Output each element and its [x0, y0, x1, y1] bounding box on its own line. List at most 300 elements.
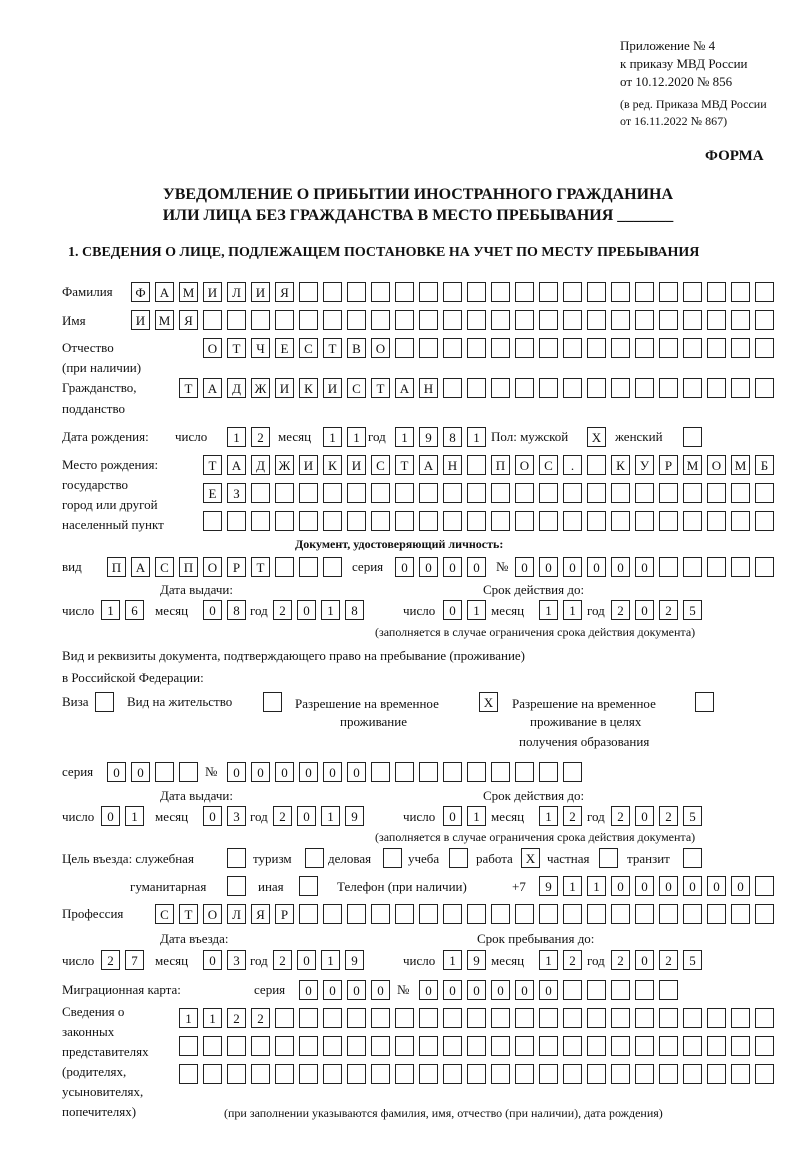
char-cell[interactable]	[515, 310, 534, 330]
char-cell[interactable]	[755, 1036, 774, 1056]
char-cell[interactable]	[611, 904, 630, 924]
char-cell[interactable]: Ф	[131, 282, 150, 302]
char-cell[interactable]: 2	[273, 600, 292, 620]
char-cell[interactable]: Т	[371, 378, 390, 398]
char-cell[interactable]	[323, 511, 342, 531]
char-cell[interactable]	[659, 483, 678, 503]
char-cell[interactable]	[755, 904, 774, 924]
char-cell[interactable]: 1	[321, 600, 340, 620]
char-cell[interactable]	[683, 904, 702, 924]
char-cell[interactable]: 0	[419, 980, 438, 1000]
char-cell[interactable]	[395, 1008, 414, 1028]
char-cell[interactable]: 0	[203, 806, 222, 826]
char-cell[interactable]	[299, 282, 318, 302]
char-cell[interactable]: 1	[321, 950, 340, 970]
char-cell[interactable]	[659, 511, 678, 531]
char-cell[interactable]: 0	[467, 980, 486, 1000]
char-cell[interactable]: П	[179, 557, 198, 577]
char-cell[interactable]	[323, 282, 342, 302]
char-cell[interactable]: 1	[539, 806, 558, 826]
char-cell[interactable]	[563, 310, 582, 330]
char-cell[interactable]: 2	[101, 950, 120, 970]
char-cell[interactable]: Ч	[251, 338, 270, 358]
char-cell[interactable]	[179, 1064, 198, 1084]
char-cell[interactable]: 2	[659, 600, 678, 620]
char-cell[interactable]: 2	[563, 806, 582, 826]
char-cell[interactable]	[731, 557, 750, 577]
char-cell[interactable]: С	[347, 378, 366, 398]
char-cell[interactable]	[635, 1036, 654, 1056]
char-cell[interactable]	[395, 282, 414, 302]
char-cell[interactable]: 1	[539, 950, 558, 970]
char-cell[interactable]: Е	[203, 483, 222, 503]
char-cell[interactable]	[227, 511, 246, 531]
char-cell[interactable]: 0	[299, 980, 318, 1000]
char-cell[interactable]	[419, 762, 438, 782]
char-cell[interactable]	[443, 483, 462, 503]
checkbox[interactable]	[695, 692, 714, 712]
char-cell[interactable]	[491, 483, 510, 503]
char-cell[interactable]: 7	[125, 950, 144, 970]
char-cell[interactable]	[491, 1036, 510, 1056]
char-cell[interactable]	[491, 511, 510, 531]
char-cell[interactable]	[515, 378, 534, 398]
char-cell[interactable]	[755, 876, 774, 896]
char-cell[interactable]	[371, 1008, 390, 1028]
char-cell[interactable]	[323, 1036, 342, 1056]
char-cell[interactable]: 5	[683, 950, 702, 970]
char-cell[interactable]	[491, 310, 510, 330]
char-cell[interactable]: 0	[587, 557, 606, 577]
char-cell[interactable]: 1	[321, 806, 340, 826]
checkbox[interactable]	[263, 692, 282, 712]
char-cell[interactable]: Я	[251, 904, 270, 924]
char-cell[interactable]	[419, 338, 438, 358]
char-cell[interactable]	[635, 378, 654, 398]
checkbox[interactable]	[299, 876, 318, 896]
char-cell[interactable]	[491, 904, 510, 924]
char-cell[interactable]	[155, 762, 174, 782]
char-cell[interactable]	[275, 1064, 294, 1084]
char-cell[interactable]	[251, 511, 270, 531]
char-cell[interactable]: 0	[683, 876, 702, 896]
char-cell[interactable]: 0	[731, 876, 750, 896]
char-cell[interactable]	[611, 282, 630, 302]
char-cell[interactable]	[563, 1064, 582, 1084]
char-cell[interactable]: 0	[491, 980, 510, 1000]
char-cell[interactable]: Т	[323, 338, 342, 358]
char-cell[interactable]: И	[347, 455, 366, 475]
checkbox[interactable]	[305, 848, 324, 868]
char-cell[interactable]	[515, 1008, 534, 1028]
char-cell[interactable]: М	[683, 455, 702, 475]
checkbox[interactable]	[227, 848, 246, 868]
char-cell[interactable]: Ж	[275, 455, 294, 475]
char-cell[interactable]	[707, 904, 726, 924]
char-cell[interactable]: О	[203, 904, 222, 924]
char-cell[interactable]	[587, 310, 606, 330]
char-cell[interactable]	[635, 310, 654, 330]
char-cell[interactable]	[323, 1064, 342, 1084]
char-cell[interactable]	[611, 1036, 630, 1056]
char-cell[interactable]	[347, 483, 366, 503]
char-cell[interactable]: 0	[203, 600, 222, 620]
char-cell[interactable]: К	[299, 378, 318, 398]
checkbox[interactable]	[683, 427, 702, 447]
char-cell[interactable]: 0	[659, 876, 678, 896]
char-cell[interactable]	[323, 1008, 342, 1028]
char-cell[interactable]	[395, 1064, 414, 1084]
char-cell[interactable]: 1	[563, 600, 582, 620]
char-cell[interactable]	[539, 511, 558, 531]
char-cell[interactable]	[299, 511, 318, 531]
checkbox[interactable]	[683, 848, 702, 868]
char-cell[interactable]	[347, 1064, 366, 1084]
char-cell[interactable]	[587, 1036, 606, 1056]
char-cell[interactable]	[539, 310, 558, 330]
char-cell[interactable]: А	[419, 455, 438, 475]
char-cell[interactable]	[539, 338, 558, 358]
char-cell[interactable]: С	[371, 455, 390, 475]
char-cell[interactable]	[203, 511, 222, 531]
char-cell[interactable]: 0	[395, 557, 414, 577]
char-cell[interactable]	[443, 378, 462, 398]
char-cell[interactable]	[515, 1064, 534, 1084]
char-cell[interactable]	[539, 1036, 558, 1056]
char-cell[interactable]	[419, 282, 438, 302]
char-cell[interactable]	[659, 980, 678, 1000]
char-cell[interactable]: 8	[227, 600, 246, 620]
char-cell[interactable]: 0	[347, 980, 366, 1000]
char-cell[interactable]: 9	[419, 427, 438, 447]
char-cell[interactable]	[611, 310, 630, 330]
char-cell[interactable]: Л	[227, 282, 246, 302]
char-cell[interactable]	[755, 282, 774, 302]
char-cell[interactable]: 1	[443, 950, 462, 970]
char-cell[interactable]	[707, 378, 726, 398]
char-cell[interactable]	[515, 1036, 534, 1056]
char-cell[interactable]: Т	[179, 904, 198, 924]
char-cell[interactable]: О	[707, 455, 726, 475]
char-cell[interactable]: 1	[227, 427, 246, 447]
char-cell[interactable]	[731, 378, 750, 398]
char-cell[interactable]	[611, 980, 630, 1000]
char-cell[interactable]: 0	[467, 557, 486, 577]
char-cell[interactable]: П	[491, 455, 510, 475]
char-cell[interactable]	[299, 904, 318, 924]
char-cell[interactable]	[755, 1008, 774, 1028]
char-cell[interactable]	[611, 378, 630, 398]
char-cell[interactable]	[707, 282, 726, 302]
char-cell[interactable]: Т	[251, 557, 270, 577]
char-cell[interactable]: 1	[587, 876, 606, 896]
char-cell[interactable]	[611, 1064, 630, 1084]
char-cell[interactable]	[251, 483, 270, 503]
char-cell[interactable]	[203, 1064, 222, 1084]
char-cell[interactable]	[755, 557, 774, 577]
char-cell[interactable]	[755, 483, 774, 503]
char-cell[interactable]	[755, 378, 774, 398]
char-cell[interactable]	[659, 557, 678, 577]
char-cell[interactable]	[323, 483, 342, 503]
char-cell[interactable]	[731, 904, 750, 924]
char-cell[interactable]: 8	[443, 427, 462, 447]
char-cell[interactable]: 1	[101, 600, 120, 620]
char-cell[interactable]: 0	[611, 557, 630, 577]
char-cell[interactable]	[563, 338, 582, 358]
char-cell[interactable]	[587, 980, 606, 1000]
char-cell[interactable]	[299, 1008, 318, 1028]
char-cell[interactable]	[707, 483, 726, 503]
char-cell[interactable]: 0	[635, 950, 654, 970]
char-cell[interactable]	[563, 1036, 582, 1056]
char-cell[interactable]: 1	[467, 806, 486, 826]
char-cell[interactable]	[515, 282, 534, 302]
char-cell[interactable]: Е	[275, 338, 294, 358]
char-cell[interactable]	[467, 1008, 486, 1028]
char-cell[interactable]: 0	[299, 762, 318, 782]
char-cell[interactable]	[467, 282, 486, 302]
char-cell[interactable]	[467, 455, 486, 475]
char-cell[interactable]	[467, 378, 486, 398]
char-cell[interactable]: Я	[179, 310, 198, 330]
char-cell[interactable]	[299, 310, 318, 330]
char-cell[interactable]	[635, 1008, 654, 1028]
char-cell[interactable]	[419, 1036, 438, 1056]
char-cell[interactable]: И	[203, 282, 222, 302]
char-cell[interactable]	[731, 511, 750, 531]
char-cell[interactable]	[467, 338, 486, 358]
char-cell[interactable]: 2	[611, 806, 630, 826]
char-cell[interactable]	[203, 1036, 222, 1056]
char-cell[interactable]: 2	[251, 427, 270, 447]
char-cell[interactable]: Т	[227, 338, 246, 358]
char-cell[interactable]	[227, 1064, 246, 1084]
char-cell[interactable]: 5	[683, 600, 702, 620]
char-cell[interactable]	[371, 511, 390, 531]
char-cell[interactable]	[371, 1036, 390, 1056]
char-cell[interactable]	[539, 1008, 558, 1028]
char-cell[interactable]: 1	[203, 1008, 222, 1028]
char-cell[interactable]: 3	[227, 950, 246, 970]
char-cell[interactable]: С	[539, 455, 558, 475]
char-cell[interactable]: А	[155, 282, 174, 302]
char-cell[interactable]	[419, 1064, 438, 1084]
char-cell[interactable]: 0	[203, 950, 222, 970]
char-cell[interactable]	[587, 378, 606, 398]
char-cell[interactable]	[659, 310, 678, 330]
char-cell[interactable]: 0	[107, 762, 126, 782]
char-cell[interactable]	[611, 338, 630, 358]
checkbox[interactable]	[383, 848, 402, 868]
char-cell[interactable]: 1	[347, 427, 366, 447]
char-cell[interactable]	[299, 1036, 318, 1056]
char-cell[interactable]	[659, 338, 678, 358]
char-cell[interactable]: 0	[563, 557, 582, 577]
char-cell[interactable]: 8	[345, 600, 364, 620]
char-cell[interactable]	[755, 511, 774, 531]
char-cell[interactable]	[539, 282, 558, 302]
char-cell[interactable]: И	[251, 282, 270, 302]
char-cell[interactable]: М	[179, 282, 198, 302]
char-cell[interactable]	[539, 1064, 558, 1084]
char-cell[interactable]: Р	[659, 455, 678, 475]
char-cell[interactable]	[371, 310, 390, 330]
char-cell[interactable]: 0	[251, 762, 270, 782]
char-cell[interactable]	[251, 1036, 270, 1056]
checkbox[interactable]	[449, 848, 468, 868]
char-cell[interactable]	[635, 511, 654, 531]
char-cell[interactable]: 9	[345, 806, 364, 826]
char-cell[interactable]	[467, 511, 486, 531]
char-cell[interactable]	[563, 483, 582, 503]
char-cell[interactable]: 0	[323, 980, 342, 1000]
char-cell[interactable]	[203, 310, 222, 330]
char-cell[interactable]: А	[395, 378, 414, 398]
char-cell[interactable]	[707, 1064, 726, 1084]
char-cell[interactable]: 0	[297, 806, 316, 826]
char-cell[interactable]: Р	[275, 904, 294, 924]
char-cell[interactable]: 0	[539, 980, 558, 1000]
char-cell[interactable]: О	[203, 338, 222, 358]
char-cell[interactable]	[563, 904, 582, 924]
char-cell[interactable]: 0	[443, 980, 462, 1000]
checkbox[interactable]	[227, 876, 246, 896]
char-cell[interactable]	[587, 1064, 606, 1084]
char-cell[interactable]: 0	[635, 600, 654, 620]
char-cell[interactable]	[635, 904, 654, 924]
char-cell[interactable]: А	[131, 557, 150, 577]
char-cell[interactable]	[731, 338, 750, 358]
char-cell[interactable]: 2	[611, 600, 630, 620]
char-cell[interactable]	[755, 310, 774, 330]
char-cell[interactable]	[635, 980, 654, 1000]
char-cell[interactable]	[563, 378, 582, 398]
char-cell[interactable]: 2	[659, 950, 678, 970]
char-cell[interactable]	[707, 310, 726, 330]
char-cell[interactable]	[347, 310, 366, 330]
char-cell[interactable]: А	[203, 378, 222, 398]
char-cell[interactable]	[563, 762, 582, 782]
char-cell[interactable]	[683, 338, 702, 358]
char-cell[interactable]	[683, 557, 702, 577]
char-cell[interactable]	[251, 310, 270, 330]
char-cell[interactable]	[347, 282, 366, 302]
char-cell[interactable]	[443, 1064, 462, 1084]
char-cell[interactable]	[755, 338, 774, 358]
char-cell[interactable]	[347, 1036, 366, 1056]
checkbox[interactable]	[599, 848, 618, 868]
char-cell[interactable]	[683, 1008, 702, 1028]
char-cell[interactable]	[563, 511, 582, 531]
char-cell[interactable]: И	[131, 310, 150, 330]
char-cell[interactable]: С	[155, 557, 174, 577]
char-cell[interactable]: 0	[635, 806, 654, 826]
char-cell[interactable]: 0	[347, 762, 366, 782]
char-cell[interactable]	[611, 483, 630, 503]
char-cell[interactable]	[179, 1036, 198, 1056]
char-cell[interactable]: 0	[515, 557, 534, 577]
char-cell[interactable]: Н	[443, 455, 462, 475]
char-cell[interactable]	[515, 483, 534, 503]
char-cell[interactable]	[707, 1036, 726, 1056]
char-cell[interactable]: Д	[227, 378, 246, 398]
char-cell[interactable]: Т	[179, 378, 198, 398]
char-cell[interactable]	[395, 310, 414, 330]
char-cell[interactable]: 1	[467, 427, 486, 447]
char-cell[interactable]	[659, 1064, 678, 1084]
char-cell[interactable]	[731, 282, 750, 302]
char-cell[interactable]: 0	[515, 980, 534, 1000]
char-cell[interactable]	[707, 557, 726, 577]
char-cell[interactable]	[467, 904, 486, 924]
char-cell[interactable]: М	[731, 455, 750, 475]
char-cell[interactable]	[299, 1064, 318, 1084]
char-cell[interactable]	[419, 511, 438, 531]
char-cell[interactable]: И	[323, 378, 342, 398]
char-cell[interactable]	[395, 762, 414, 782]
char-cell[interactable]	[371, 904, 390, 924]
char-cell[interactable]	[275, 557, 294, 577]
char-cell[interactable]	[683, 1064, 702, 1084]
char-cell[interactable]	[515, 762, 534, 782]
checkbox[interactable]	[95, 692, 114, 712]
char-cell[interactable]	[323, 904, 342, 924]
char-cell[interactable]: Н	[419, 378, 438, 398]
char-cell[interactable]	[707, 1008, 726, 1028]
char-cell[interactable]: А	[227, 455, 246, 475]
char-cell[interactable]: 1	[467, 600, 486, 620]
char-cell[interactable]: 0	[227, 762, 246, 782]
char-cell[interactable]	[443, 282, 462, 302]
char-cell[interactable]	[179, 762, 198, 782]
char-cell[interactable]	[395, 511, 414, 531]
char-cell[interactable]	[323, 310, 342, 330]
char-cell[interactable]: 2	[273, 950, 292, 970]
char-cell[interactable]: 0	[275, 762, 294, 782]
char-cell[interactable]	[515, 904, 534, 924]
char-cell[interactable]	[275, 483, 294, 503]
char-cell[interactable]: 0	[635, 557, 654, 577]
char-cell[interactable]: 2	[251, 1008, 270, 1028]
char-cell[interactable]	[395, 904, 414, 924]
char-cell[interactable]	[443, 1008, 462, 1028]
char-cell[interactable]: 5	[683, 806, 702, 826]
char-cell[interactable]: И	[299, 455, 318, 475]
char-cell[interactable]	[467, 1064, 486, 1084]
char-cell[interactable]: Б	[755, 455, 774, 475]
char-cell[interactable]	[659, 282, 678, 302]
char-cell[interactable]	[299, 557, 318, 577]
char-cell[interactable]: 0	[707, 876, 726, 896]
checkbox[interactable]: X	[479, 692, 498, 712]
char-cell[interactable]	[467, 310, 486, 330]
char-cell[interactable]: Ж	[251, 378, 270, 398]
char-cell[interactable]	[635, 1064, 654, 1084]
char-cell[interactable]: 1	[179, 1008, 198, 1028]
char-cell[interactable]	[731, 310, 750, 330]
char-cell[interactable]	[635, 338, 654, 358]
char-cell[interactable]	[587, 1008, 606, 1028]
char-cell[interactable]: О	[203, 557, 222, 577]
char-cell[interactable]	[491, 1064, 510, 1084]
char-cell[interactable]: 0	[539, 557, 558, 577]
char-cell[interactable]	[683, 1036, 702, 1056]
char-cell[interactable]: 0	[101, 806, 120, 826]
char-cell[interactable]	[371, 1064, 390, 1084]
char-cell[interactable]: Я	[275, 282, 294, 302]
char-cell[interactable]	[659, 1008, 678, 1028]
